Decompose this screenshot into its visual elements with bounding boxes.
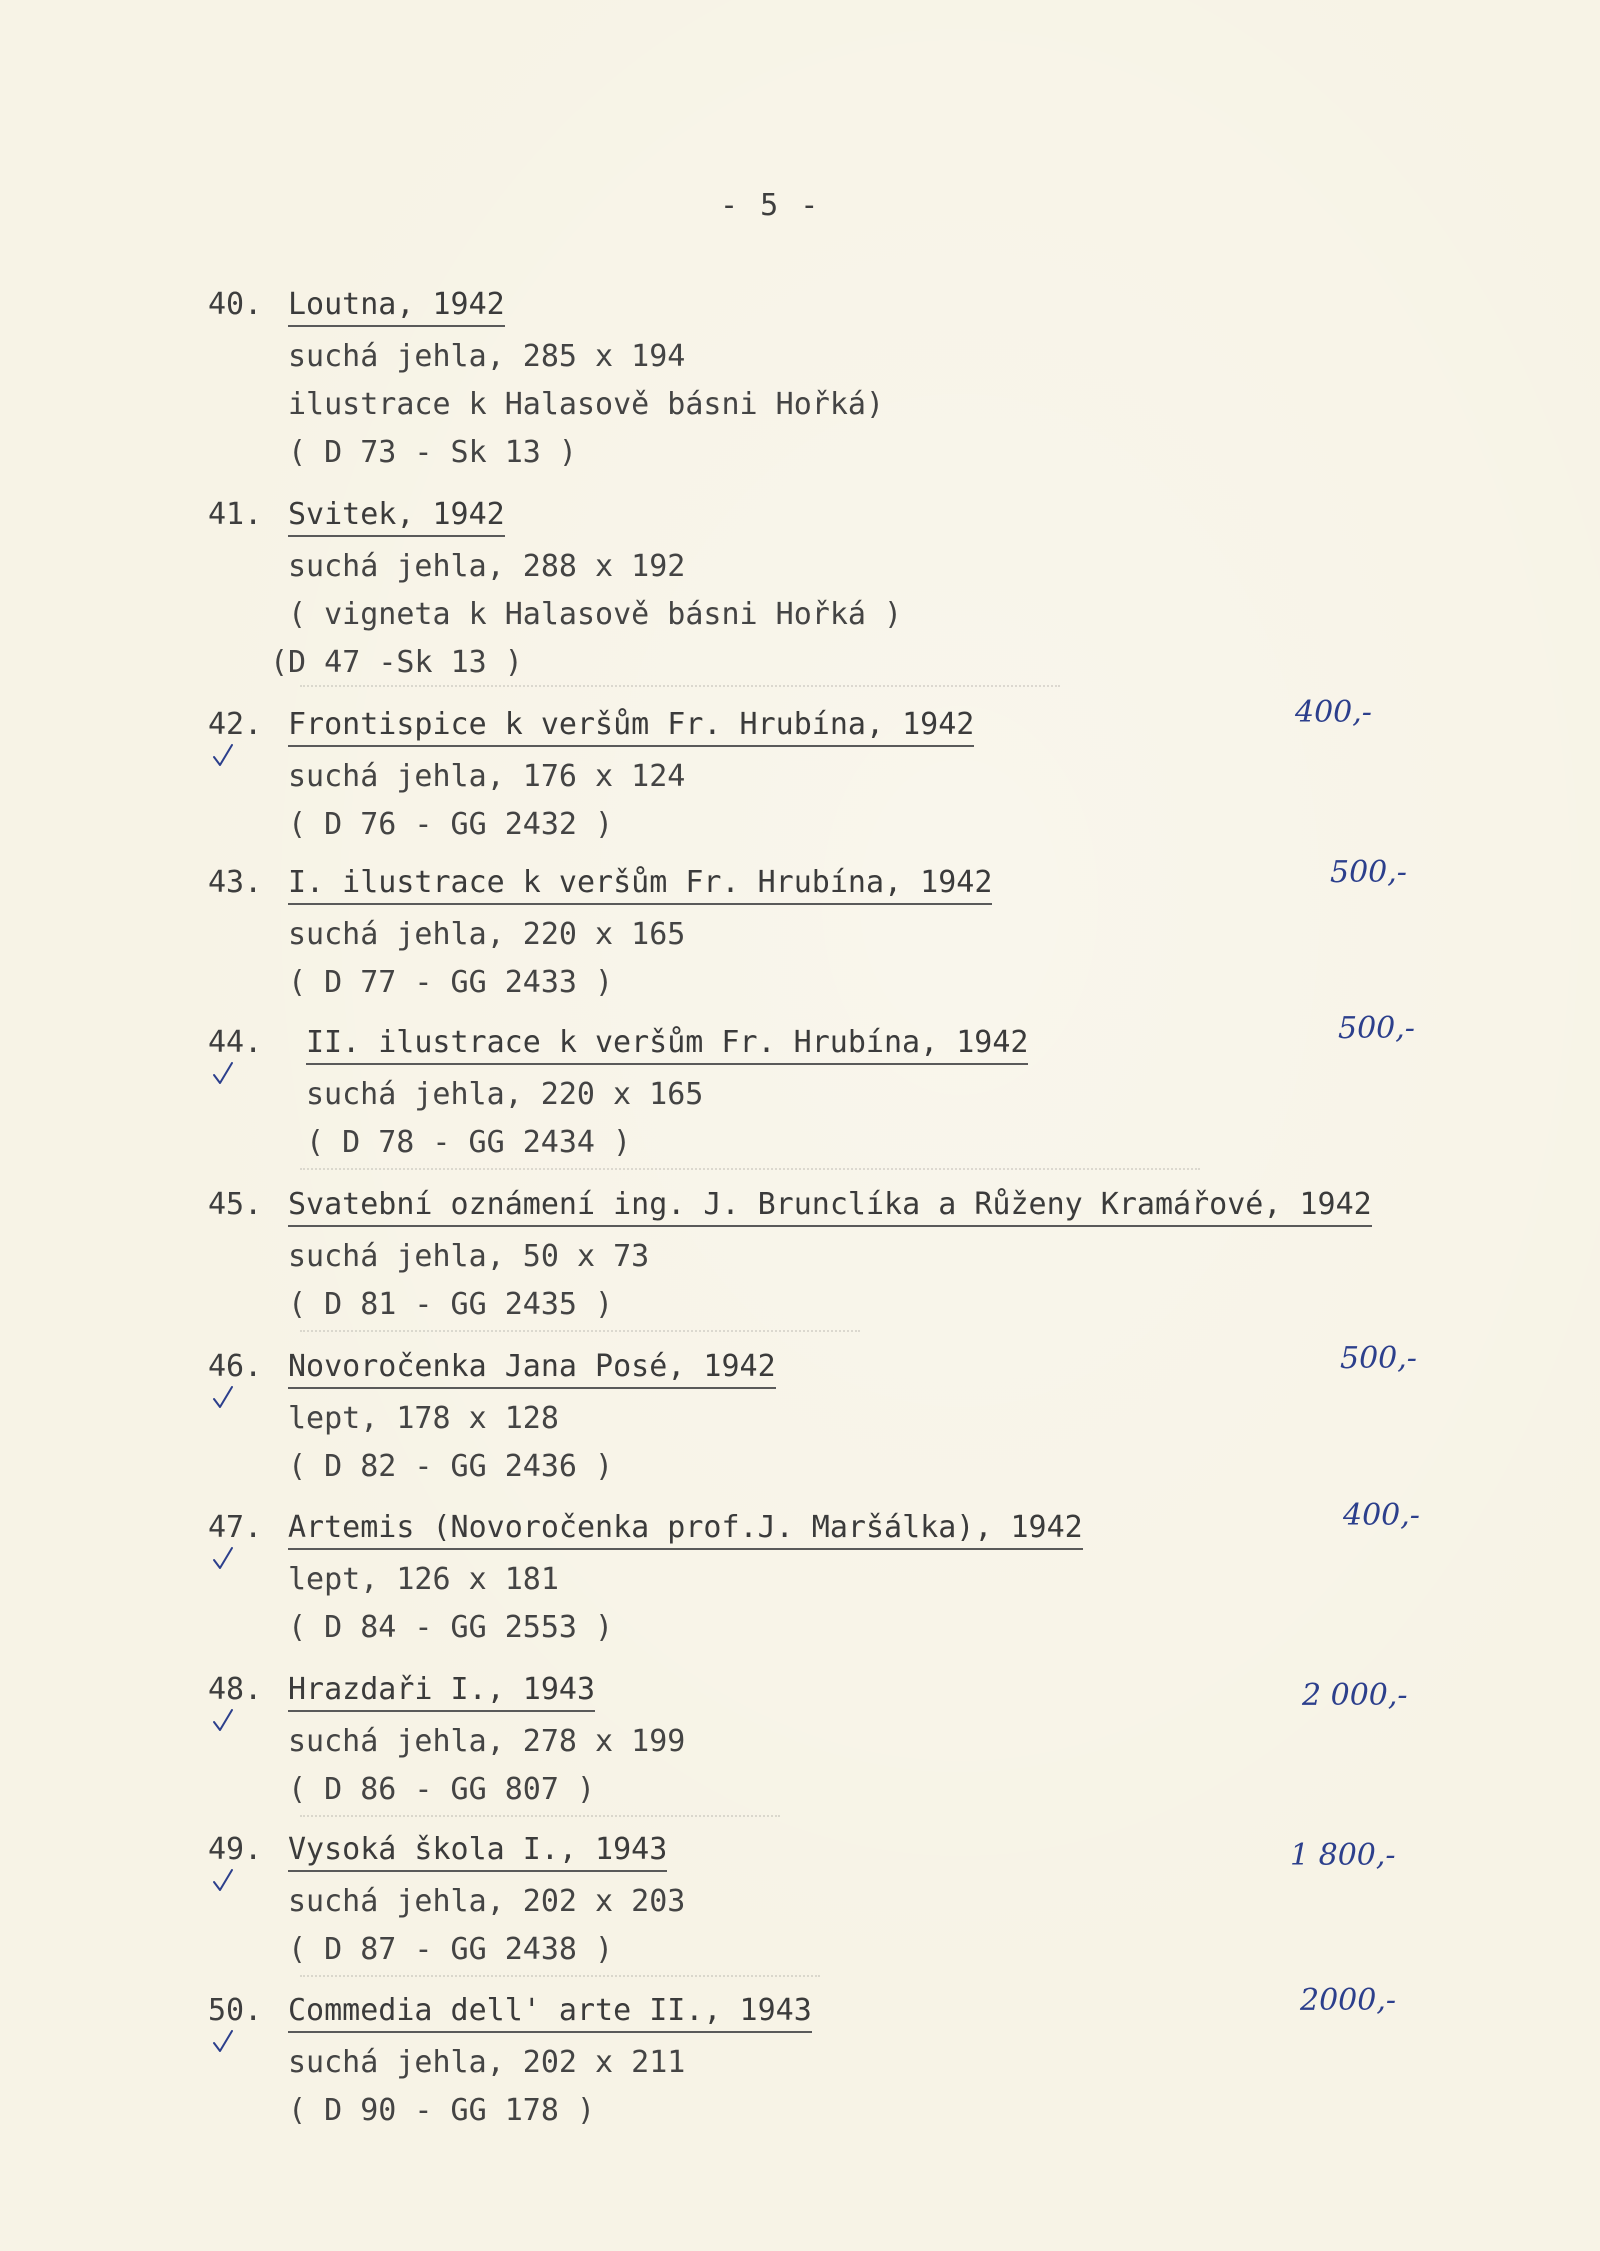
- entry-title: Novoročenka Jana Posé, 1942: [288, 1347, 776, 1389]
- entry-title: Commedia dell' arte II., 1943: [288, 1991, 812, 2033]
- entry-title: Vysoká škola I., 1943: [288, 1830, 667, 1872]
- separator: [300, 1330, 860, 1332]
- handwritten-price: 500,-: [1330, 855, 1407, 890]
- entry-number: 44.: [208, 1025, 263, 1060]
- checkmark-icon: [212, 1868, 234, 1894]
- entry-title: Frontispice k veršům Fr. Hrubína, 1942: [288, 705, 974, 747]
- entry-body: [288, 1185, 1372, 1329]
- entry-note: ilustrace k Halasově básni Hořká): [288, 387, 885, 422]
- entry-number: 43.: [208, 865, 263, 900]
- entry-number: 46.: [208, 1349, 263, 1384]
- entry-reference: ( D 87 - GG 2438 ): [288, 1932, 614, 1967]
- checkmark-icon: [212, 1061, 234, 1087]
- entry-technique: lept, 126 x 181: [288, 1562, 559, 1597]
- entry-reference: ( D 90 - GG 178 ): [288, 2093, 596, 2128]
- checkmark-icon: [212, 2029, 234, 2055]
- handwritten-price: 2000,-: [1300, 1983, 1397, 2018]
- entry-title: Artemis (Novoročenka prof.J. Maršálka), 1942: [288, 1508, 1083, 1550]
- entry-body: [288, 863, 992, 1007]
- handwritten-price: 1 800,-: [1290, 1838, 1396, 1873]
- entry-note: ( vigneta k Halasově básni Hořká ): [288, 597, 903, 632]
- entry-reference: (D 47 -Sk 13 ): [270, 645, 523, 680]
- entry-number: 49.: [208, 1832, 263, 1867]
- entry-technique: suchá jehla, 176 x 124: [288, 759, 686, 794]
- handwritten-price: 2 000,-: [1302, 1678, 1408, 1713]
- entry-reference: ( D 76 - GG 2432 ): [288, 807, 614, 842]
- entry-body: [288, 1830, 685, 1974]
- entry-technique: suchá jehla, 285 x 194: [288, 339, 686, 374]
- entry-body: [288, 705, 974, 849]
- checkmark-icon: [212, 1708, 234, 1734]
- entry-body: [270, 495, 903, 687]
- entry-technique: suchá jehla, 288 x 192: [288, 549, 686, 584]
- entry-title: Svitek, 1942: [288, 495, 505, 537]
- entry-technique: suchá jehla, 202 x 203: [288, 1884, 686, 1919]
- entry-body: [306, 1023, 1028, 1167]
- checkmark-icon: [212, 1385, 234, 1411]
- separator: [300, 1168, 1200, 1170]
- entry-title: I. ilustrace k veršům Fr. Hrubína, 1942: [288, 863, 992, 905]
- entry-number: 47.: [208, 1510, 263, 1545]
- separator: [300, 685, 1060, 687]
- entry-title: Svatební oznámení ing. J. Brunclíka a Růženy Kramářové, 1942: [288, 1185, 1372, 1227]
- entry-reference: ( D 81 - GG 2435 ): [288, 1287, 614, 1322]
- entry-body: [288, 1508, 1083, 1652]
- entry-body: [288, 285, 884, 477]
- handwritten-price: 500,-: [1340, 1341, 1417, 1376]
- entry-number: 40.: [208, 287, 263, 322]
- handwritten-price: 400,-: [1343, 1498, 1420, 1533]
- handwritten-price: 400,-: [1295, 695, 1372, 730]
- entry-reference: ( D 77 - GG 2433 ): [288, 965, 614, 1000]
- entry-title: Loutna, 1942: [288, 285, 505, 327]
- entry-technique: suchá jehla, 202 x 211: [288, 2045, 686, 2080]
- separator: [300, 1815, 780, 1817]
- checkmark-icon: [212, 1546, 234, 1572]
- entry-number: 42.: [208, 707, 263, 742]
- entry-body: [288, 1347, 776, 1491]
- entry-title: Hrazdaři I., 1943: [288, 1670, 595, 1712]
- entry-number: 45.: [208, 1187, 263, 1222]
- entry-reference: ( D 86 - GG 807 ): [288, 1772, 596, 1807]
- entry-number: 50.: [208, 1993, 263, 2028]
- handwritten-price: 500,-: [1338, 1011, 1415, 1046]
- page-number: - 5 -: [720, 188, 821, 223]
- entry-number: 41.: [208, 497, 263, 532]
- entry-number: 48.: [208, 1672, 263, 1707]
- entry-technique: suchá jehla, 50 x 73: [288, 1239, 650, 1274]
- separator: [300, 1975, 820, 1977]
- entry-title: II. ilustrace k veršům Fr. Hrubína, 1942: [306, 1023, 1028, 1065]
- entry-technique: lept, 178 x 128: [288, 1401, 559, 1436]
- entry-reference: ( D 82 - GG 2436 ): [288, 1449, 614, 1484]
- entry-technique: suchá jehla, 220 x 165: [288, 917, 686, 952]
- entry-reference: ( D 84 - GG 2553 ): [288, 1610, 614, 1645]
- entry-technique: suchá jehla, 220 x 165: [306, 1077, 704, 1112]
- entry-body: [288, 1670, 685, 1814]
- entry-technique: suchá jehla, 278 x 199: [288, 1724, 686, 1759]
- entry-reference: ( D 73 - Sk 13 ): [288, 435, 577, 470]
- entry-reference: ( D 78 - GG 2434 ): [306, 1125, 632, 1160]
- entry-body: [288, 1991, 812, 2135]
- checkmark-icon: [212, 743, 234, 769]
